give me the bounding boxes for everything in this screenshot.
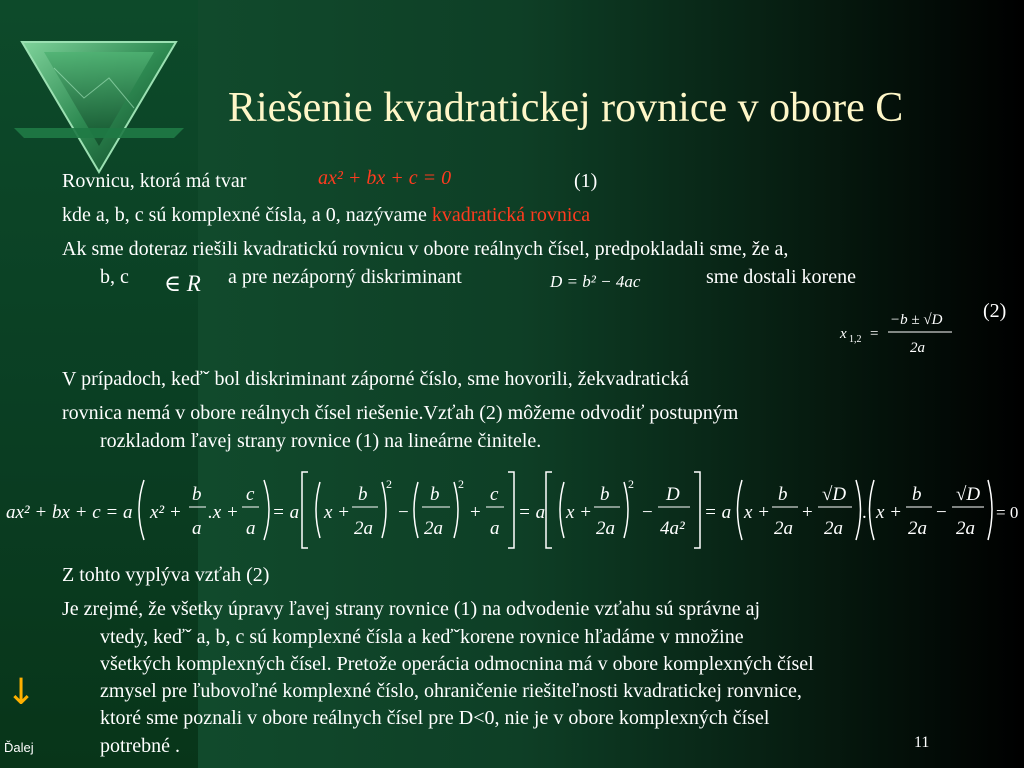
quadratic-equation-1: ax² + bx + c = 0 [318, 167, 452, 189]
paragraph-line-1: Je zrejmé, že všetky úpravy ľavej strany rovnice (1) na odvodenie vzťahu sú správne aj [62, 598, 761, 620]
line-8-text: Z tohto vyplýva vzťah (2) [62, 564, 270, 586]
plus1: + [470, 502, 481, 523]
roots-formula [836, 304, 966, 362]
big-eq-lhs: ax² + bx + c = a [6, 502, 133, 523]
line-4-bc: b, c [100, 266, 129, 288]
frac10-den: 2a [908, 518, 927, 539]
roots-denominator: 2a [910, 340, 925, 356]
minus2: − [642, 502, 653, 523]
line-5-text: V prípadoch, keďˇ bol diskriminant záporné číslo, sme hovorili, žekvadratická [62, 368, 689, 390]
line-1-text: Rovnicu, ktorá má tvar [62, 170, 247, 192]
slide-title: Riešenie kvadratickej rovnice v obore C [228, 85, 904, 131]
sq1: 2 [386, 477, 392, 491]
product-dot: . [862, 502, 867, 523]
element-of-r-symbol: ∈ R [164, 271, 201, 296]
factor1-xplus: x + [744, 502, 771, 523]
frac2-den: a [246, 518, 256, 539]
frac3-num: b [358, 484, 368, 505]
slide-number: 11 [914, 734, 930, 751]
factorization-equation [6, 466, 1022, 554]
frac3-den: 2a [354, 518, 373, 539]
big-eq-dotx: .x + [208, 502, 239, 523]
line-4-end: sme dostali korene [706, 266, 856, 288]
equation-number-2: (2) [983, 300, 1007, 322]
plus2: + [802, 502, 813, 523]
frac8-den: 2a [774, 518, 793, 539]
minus1: − [398, 502, 409, 523]
next-slide-link[interactable]: Ďalej [4, 740, 34, 755]
line-4-middle: a pre nezáporný diskriminant [228, 266, 462, 288]
factor2-xplus: x + [876, 502, 903, 523]
quadratic-term-highlight: kvadratická rovnica [431, 204, 591, 226]
frac9-num: √D [822, 484, 847, 505]
big-eq-eq-a2: = a [518, 502, 546, 523]
line-6-text: rovnica nemá v obore reálnych čísel riešenie.Vzťah (2) môžeme odvodiť postupným [62, 402, 739, 424]
line-7-text: rozkladom ľavej strany rovnice (1) na lineárne činitele. [100, 430, 542, 452]
paragraph-line-4: zmysel pre ľubovoľné komplexné číslo, ohraničenie riešiteľnosti kvadratickej ronvnice, [100, 680, 802, 702]
discriminant-formula: D = b² − 4ac [550, 272, 641, 291]
frac5-den: a [490, 518, 500, 539]
group1-xplus: x + [324, 502, 351, 523]
frac9-den: 2a [824, 518, 843, 539]
roots-subscript: 1,2 [849, 334, 862, 345]
frac2-num: c [246, 484, 255, 505]
frac6-num: b [600, 484, 610, 505]
big-eq-x2: x² + [150, 502, 182, 523]
big-eq-eq-a1: = a [272, 502, 300, 523]
equals-zero: = 0 [996, 503, 1019, 522]
paragraph-line-5: ktoré sme poznali v obore reálnych čísel pre D<0, nie je v obore komplexných čísel [100, 707, 770, 729]
roots-x: x [840, 326, 847, 342]
frac1-num: b [192, 484, 202, 505]
frac7-den: 4a² [660, 518, 685, 539]
paragraph-line-3: všetkých komplexných čísel. Pretože operácia odmocnina má v obore komplexných čísel [100, 653, 814, 675]
minus3: − [936, 502, 947, 523]
frac7-num: D [666, 484, 680, 505]
line-3-text: Ak sme doteraz riešili kvadratickú rovnicu v obore reálnych čísel, predpokladali sme, že a, [62, 238, 789, 260]
roots-numerator: −b ± √D [890, 312, 943, 328]
frac5-num: c [490, 484, 499, 505]
paragraph-line-2: vtedy, keďˇ a, b, c sú komplexné čísla a keďˇkorene rovnice hľadáme v množine [100, 626, 744, 648]
frac1-den: a [192, 518, 202, 539]
line-2-text [62, 204, 590, 227]
big-eq-eq-a3: = a [704, 502, 732, 523]
frac11-den: 2a [956, 518, 975, 539]
marble-triangle-logo-icon [14, 38, 184, 176]
frac6-den: 2a [596, 518, 615, 539]
paragraph-line-6: potrebné . [100, 735, 180, 757]
svg-text:=: = [870, 326, 879, 342]
equation-number-1: (1) [574, 170, 598, 192]
frac8-num: b [778, 484, 788, 505]
next-arrow-icon[interactable]: ↓ [6, 672, 37, 713]
frac4-num: b [430, 484, 440, 505]
frac4-den: 2a [424, 518, 443, 539]
sq2: 2 [458, 477, 464, 491]
frac11-num: √D [956, 484, 981, 505]
frac10-num: b [912, 484, 922, 505]
sq3: 2 [628, 477, 634, 491]
group2-xplus: x + [566, 502, 593, 523]
line-2-plain: kde a, b, c sú komplexné čísla, a 0, nazývame [62, 204, 427, 226]
